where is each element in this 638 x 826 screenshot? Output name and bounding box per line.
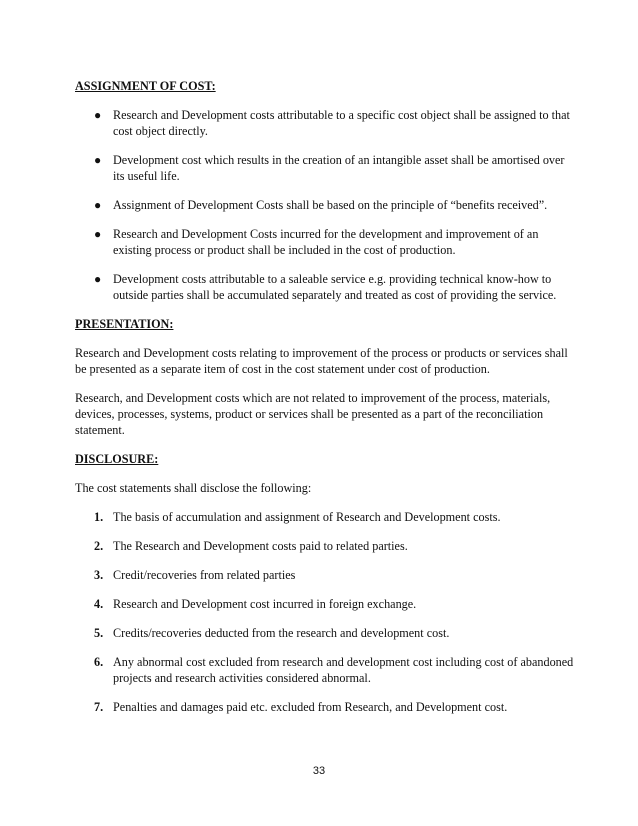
list-item — [75, 152, 575, 184]
item-number: 7. — [94, 700, 104, 714]
assignment-heading: ASSIGNMENT OF COST: — [75, 79, 216, 93]
document-page — [75, 78, 575, 728]
item-number: 1. — [94, 510, 104, 524]
item-number: 2. — [94, 539, 104, 553]
list-item — [75, 509, 575, 525]
bullet-icon: ● — [94, 272, 102, 286]
disclosure-intro: The cost statements shall disclose the following: — [75, 481, 312, 495]
bullet-icon: ● — [94, 227, 102, 241]
disclosure-heading: DISCLOSURE: — [75, 452, 159, 466]
list-item — [75, 596, 575, 612]
item-text: Any abnormal cost excluded from research and development cost including cost of abandoned projects and research activities considered abnormal. — [113, 655, 574, 685]
list-item — [75, 538, 575, 554]
list-item — [75, 699, 575, 715]
list-item — [75, 226, 575, 258]
item-number: 4. — [94, 597, 104, 611]
item-number: 3. — [94, 568, 104, 582]
bullet-text: Development costs attributable to a saleable service e.g. providing technical know-how to outside parties shall be accumulated separately and treated as cost of providing the service. — [113, 272, 557, 302]
bullet-icon: ● — [94, 108, 102, 122]
disclosure-numbered-list — [75, 509, 575, 715]
item-text: Research and Development cost incurred in foreign exchange. — [113, 597, 417, 611]
presentation-paragraph-2: Research, and Development costs which are not related to improvement of the process, materials, devices, processes, systems, product or services shall be presented as a part of the reconciliation statement. — [75, 391, 551, 437]
list-item — [75, 271, 575, 303]
bullet-text: Research and Development costs attributable to a specific cost object shall be assigned to that cost object directly. — [113, 108, 570, 138]
item-number: 6. — [94, 655, 104, 669]
item-text: Penalties and damages paid etc. excluded from Research, and Development cost. — [113, 700, 508, 714]
item-text: Credit/recoveries from related parties — [113, 568, 296, 582]
presentation-heading: PRESENTATION: — [75, 317, 174, 331]
item-text: Credits/recoveries deducted from the research and development cost. — [113, 626, 450, 640]
item-text: The basis of accumulation and assignment of Research and Development costs. — [113, 510, 501, 524]
list-item — [75, 625, 575, 641]
presentation-paragraph-1: Research and Development costs relating to improvement of the process or products or services shall be presented as a separate item of cost in the cost statement under cost of production. — [75, 346, 568, 376]
list-item — [75, 197, 575, 213]
list-item — [75, 107, 575, 139]
item-number: 5. — [94, 626, 104, 640]
bullet-text: Research and Development Costs incurred for the development and improvement of an existing process or product shall be included in the cost of production. — [113, 227, 539, 257]
bullet-icon: ● — [94, 198, 102, 212]
bullet-text: Development cost which results in the creation of an intangible asset shall be amortised over its useful life. — [113, 153, 565, 183]
assignment-bullet-list — [75, 107, 575, 303]
list-item — [75, 567, 575, 583]
bullet-text: Assignment of Development Costs shall be based on the principle of “benefits received”. — [113, 198, 548, 212]
list-item — [75, 654, 575, 686]
item-text: The Research and Development costs paid to related parties. — [113, 539, 408, 553]
page-number: 33 — [312, 765, 326, 777]
bullet-icon: ● — [94, 153, 102, 167]
